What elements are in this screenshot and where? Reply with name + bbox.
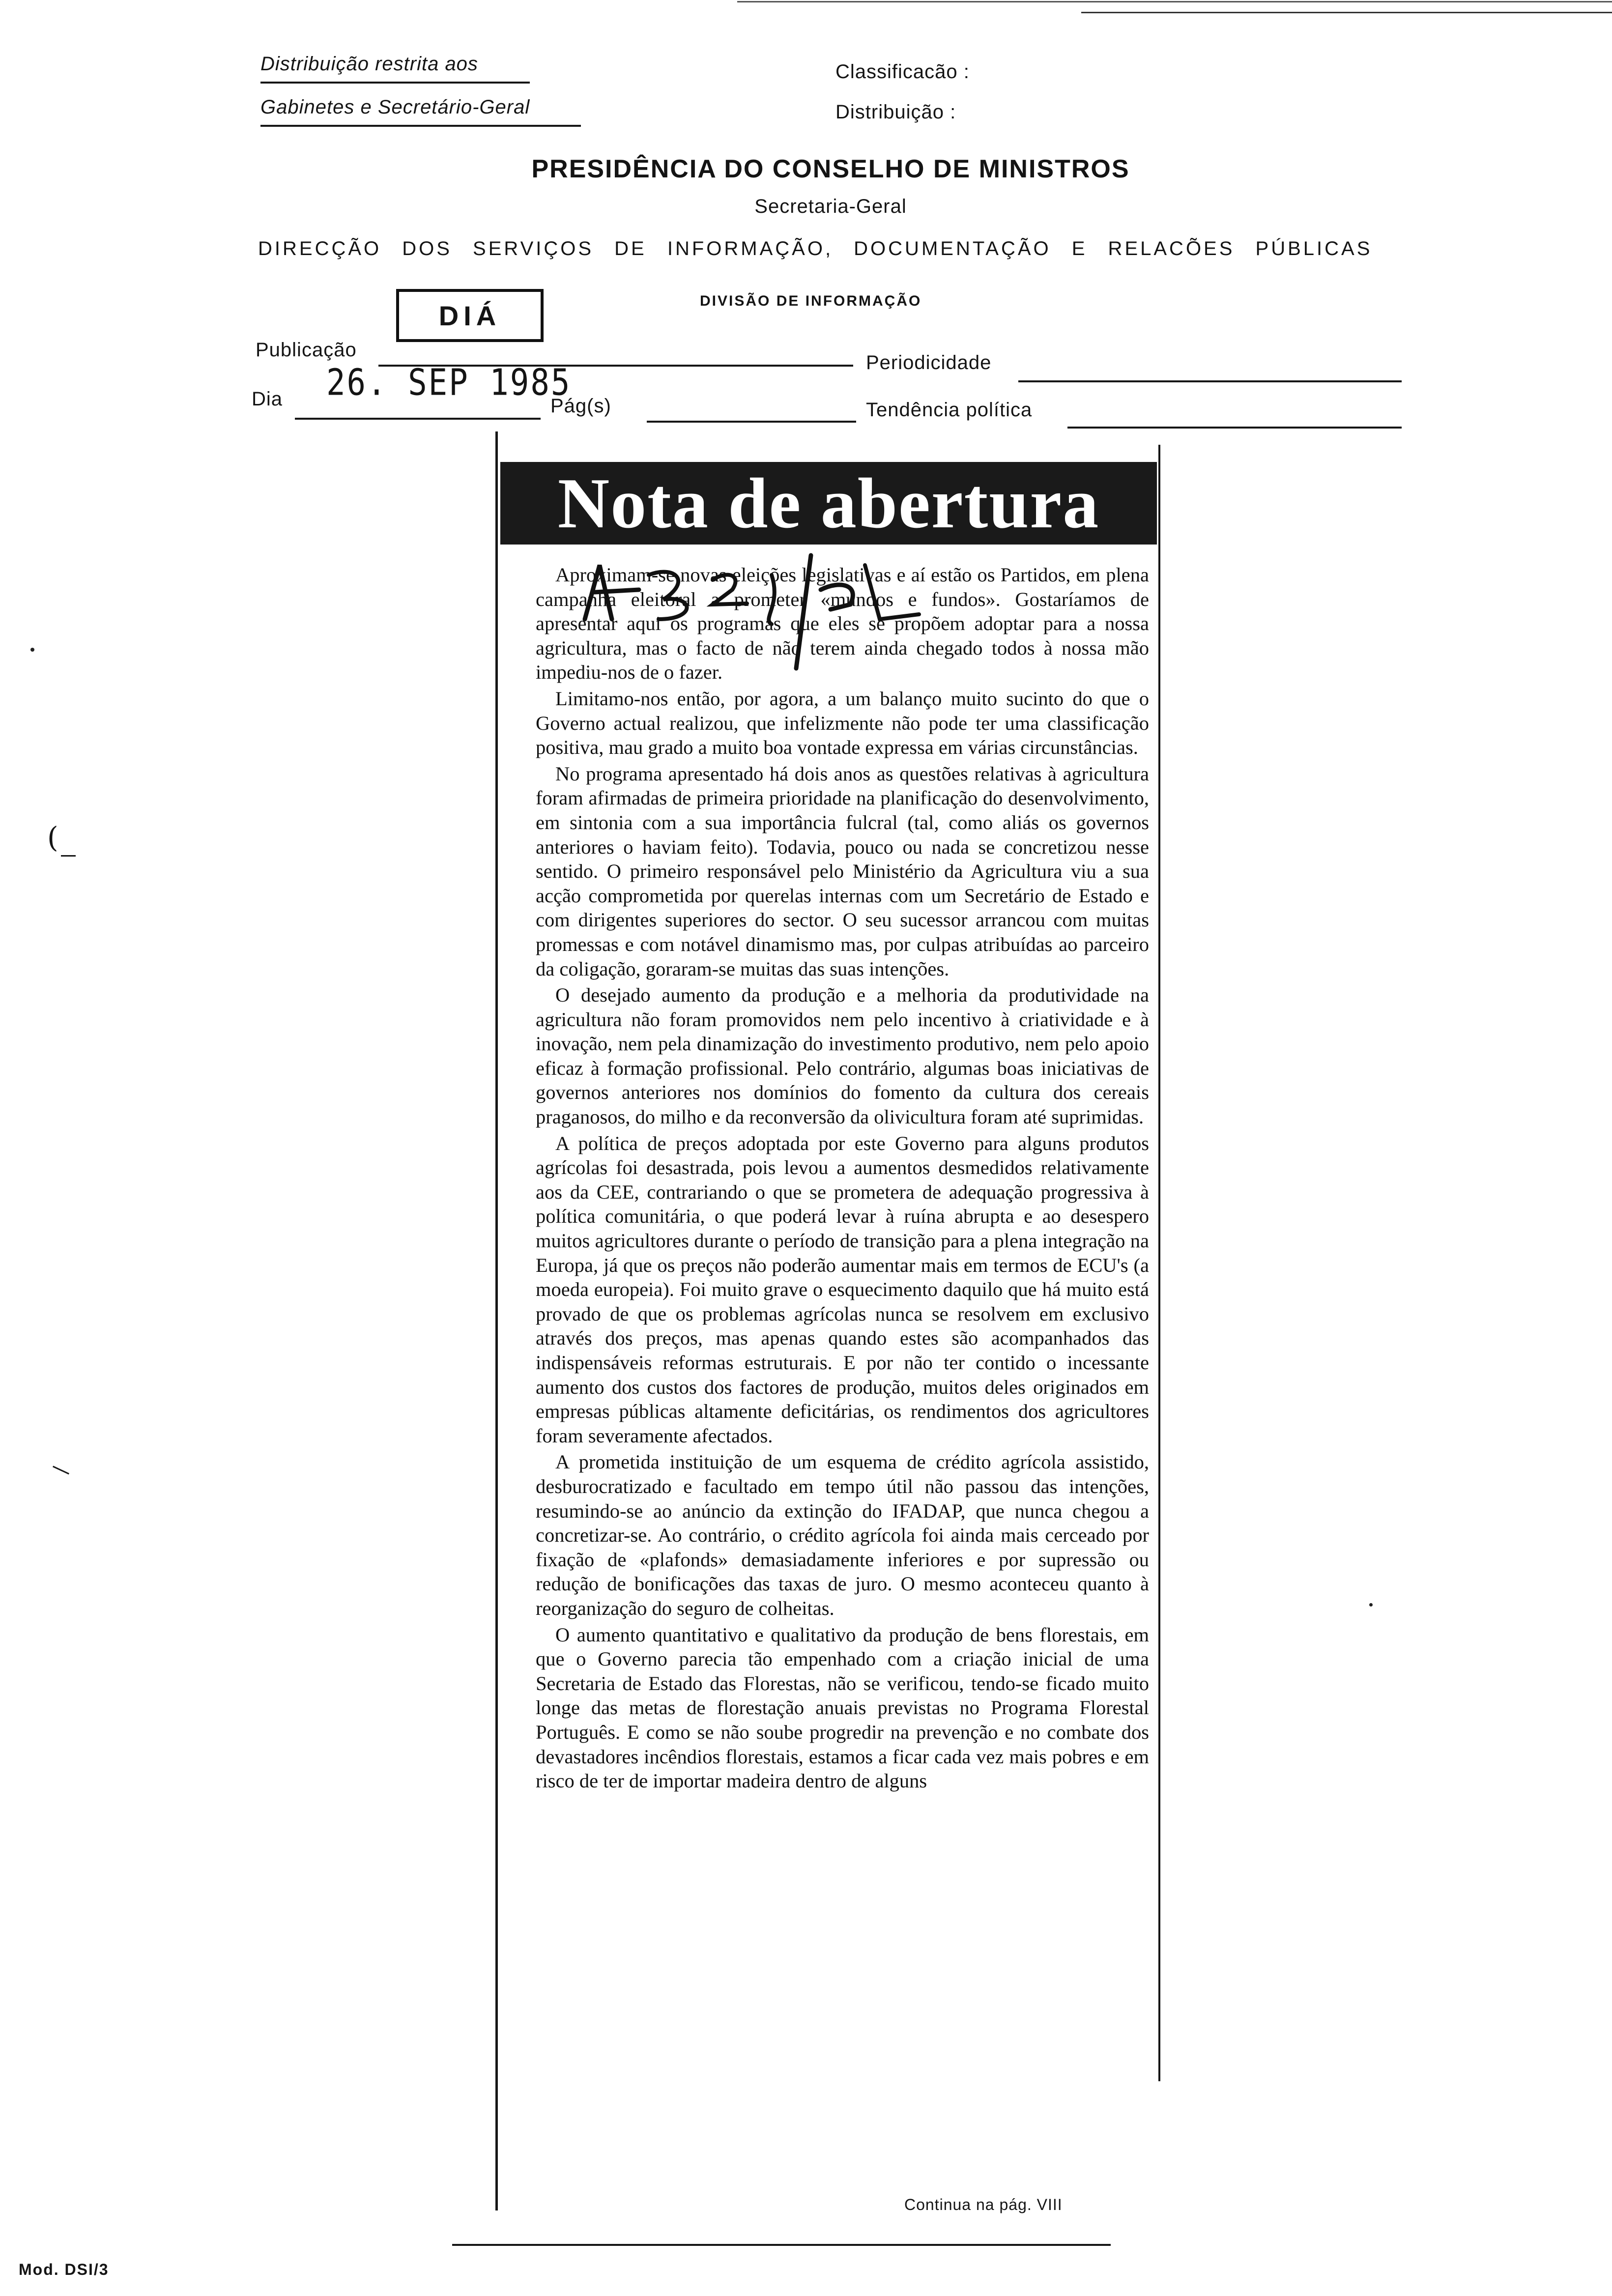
scan-artefact-dot [1369,1603,1373,1607]
article-paragraph: O desejado aumento da produção e a melhoria da produtividade na agricultura não foram promovidos nem pelo incentivo à criatividade e à inovação, nem pela dinamização do investimento produtivo, nem pelo apoio eficaz à formação profissional. Pelo contrário, algumas boas iniciativas de governos anteriores nos domínios do fomento da cultura dos cereais praganosos, do milho e da reconversão da olivicultura foram até suprimidas. [536,984,1149,1128]
scan-edge-line [1081,12,1612,13]
clipping-border-left [495,431,498,2210]
tendencia-underline [1067,427,1402,429]
article-paragraph: O aumento quantitativo e qualitativo da produção de bens florestais, em que o Governo parecia tão empenhado com a criação inicial de uma Secretaria de Estado das Florestas, não se verificou, tendo-se ficado muito longe das metas de florestação anuais previstas no Programa Florestal Português. E como se não soube progredir na prevenção e no combate dos devastadores incêndios florestais, estamos a ficar cada vez mais pobres e em risco de ter de importar madeira dentro de alguns [536,1623,1149,1792]
article-paragraph: Aproximam-se novas eleições legislativas e aí estão os Partidos, em plena campanha eleitoral a prometer «mundos e fundos». Gostaríamos de apresentar aqui os programas que eles se propõem adoptar para a nossa agricultura, mas o facto de não terem ainda chegado todos à nossa mão impediu-nos de o fazer. [536,564,1149,684]
form-model-code: Mod. DSI/3 [19,2261,109,2278]
publicacao-label: Publicação [256,339,357,361]
scan-edge-line [737,1,1612,2]
distribution-underline [260,82,530,84]
classificacao-label: Classificacão : [835,61,970,83]
pags-underline [647,421,856,423]
date-stamp: 26. SEP 1985 [326,362,572,404]
distribution-note-line2: Gabinetes e Secretário-Geral [260,96,530,118]
secretariat-title: Secretaria-Geral [754,196,907,217]
article-paragraph: A prometida instituição de um esquema de crédito agrícola assistido, desburocratizado e facultado em tempo útil não passou das intenções, resumindo-se ao anúncio da extinção do IFADAP, que nunca chegou a concretizar-se. Ao contrário, o crédito agrícola foi ainda mais cerceado por fixação de «plafonds» demasiadamente inferiores e por supressão ou redução de bonificações das taxas de juro. O mesmo aconteceu quanto à reorganização do seguro de colheitas. [536,1451,1149,1619]
distribution-underline [260,125,581,127]
distribution-note-line1: Distribuição restrita aos [260,53,478,75]
division-label: DIVISÃO DE INFORMAÇÃO [700,293,922,309]
institution-title: PRESIDÊNCIA DO CONSELHO DE MINISTROS [531,155,1130,183]
article-paragraph: No programa apresentado há dois anos as questões relativas à agricultura foram afirmadas de primeira prioridade na planificação do desenvolvimento, em sintonia com a sua importância fulcral (tal, como aliás os governos anteriores o haviam feito). Todavia, pouco ou nada se concretizou nesse sentido. O primeiro responsável pelo Ministério da Agricultura viu a sua acção comprometida por querelas internas com um Secretário de Estado e com dirigentes superiores do sector. O seu sucessor arrancou com muitas promessas e com notável dinamismo mas, por culpas atribuídas ao parceiro da coligação, goraram-se muitas das suas intenções. [536,762,1149,980]
scan-artefact-dot [30,648,34,652]
article-paragraph: A política de preços adoptada por este Governo para alguns produtos agrícolas foi desastrada, pois levou a aumentos desmedidos relativamente aos da CEE, contrariando o que se prometera de adequação progressiva à política comunitária, o que poderá levar à ruína abrupta e ao desespero muitos agricultores durante o período de transição para a plena integração na Europa, já que os preços não poderão aumentar mais em termos de ECU's (a moeda europeia). Foi muito grave o esquecimento daquilo que há muito está provado de que os problemas agrícolas nunca se resolvem em exclusivo através dos preços, mas apenas quando estes são acompanhados das indispensáveis reformas estruturais. E por não ter contido o incessante aumento dos custos dos factores de produção, muitos deles originados em empresas públicas altamente deficitárias, os rendimentos dos agricultores foram severamente afectados. [536,1132,1149,1447]
periodicidade-label: Periodicidade [866,352,992,373]
article-paragraph: Limitamo-nos então, por agora, a um balanço muito sucinto do que o Governo actual realizou, que infelizmente não pode ter uma classificação positiva, mau grado a muito boa vontade expressa em várias circunstâncias. [536,687,1149,759]
scan-artefact-mark: ( [47,821,58,854]
scan-artefact-mark [61,855,76,857]
periodicidade-underline [1018,380,1402,382]
dia-label: Dia [252,388,283,410]
clipping-article [536,563,1149,1793]
tendencia-label: Tendência política [866,399,1033,421]
pags-label: Pág(s) [550,395,611,417]
dia-underline [295,418,541,420]
clipping-border-right [1158,445,1160,2081]
bottom-rule [452,2244,1111,2246]
scan-artefact-mark [53,1466,69,1475]
clipping-headline: Nota de abertura [500,462,1157,545]
directorate-line: DIRECÇÃO DOS SERVIÇOS DE INFORMAÇÃO, DOCUMENTAÇÃO E RELACÕES PÚBLICAS [258,238,1373,259]
publication-stamp: DIÁ [396,289,544,342]
distribuicao-label: Distribuição : [835,101,956,123]
continua-note: Continua na pág. VIII [904,2196,1063,2213]
